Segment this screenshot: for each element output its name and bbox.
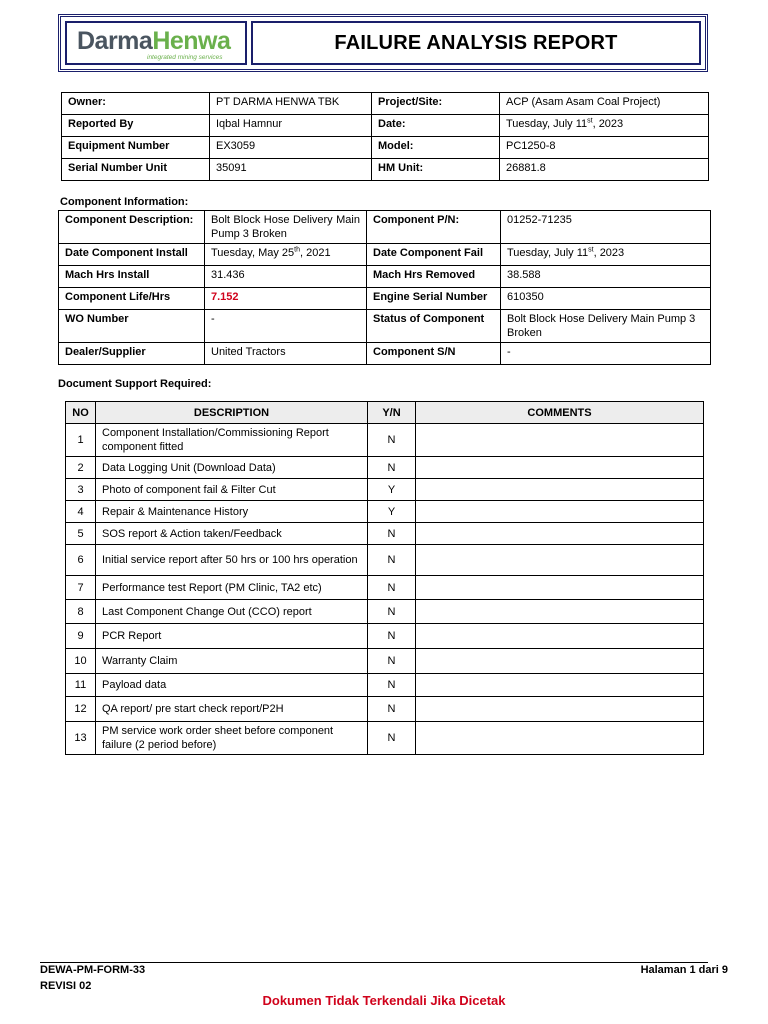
equipment-number-label: Equipment Number [62,137,210,159]
component-sn-value: - [501,343,711,365]
page-number: Halaman 1 dari 9 [640,964,728,976]
document-support-table [65,401,704,755]
row-description: Performance test Report (PM Clinic, TA2 etc) [96,576,368,600]
component-sn-label: Component S/N [367,343,501,365]
hm-unit-label: HM Unit: [372,159,500,181]
table-row [66,576,704,600]
report-title: FAILURE ANALYSIS REPORT [251,21,701,65]
equipment-number-value: EX3059 [210,137,372,159]
date-install-label: Date Component Install [59,244,205,266]
row-description: Photo of component fail & Filter Cut [96,479,368,501]
serial-number-value: 35091 [210,159,372,181]
row-number: 1 [66,424,96,457]
component-description-label: Component Description: [59,211,205,244]
row-comment [416,600,704,624]
owner-label: Owner: [62,93,210,115]
form-code: DEWA-PM-FORM-33 [40,964,146,976]
reported-by-value: Iqbal Hamnur [210,115,372,137]
table-row [66,600,704,624]
row-comment [416,576,704,600]
row-description: Warranty Claim [96,649,368,674]
row-number: 3 [66,479,96,501]
row-yn: N [368,545,416,576]
row-description: Data Logging Unit (Download Data) [96,457,368,479]
mach-hrs-removed-label: Mach Hrs Removed [367,266,501,288]
date-fail-label: Date Component Fail [367,244,501,266]
row-number: 7 [66,576,96,600]
row-yn: N [368,722,416,755]
col-header-no: NO [66,402,96,424]
component-life-value: 7.152 [205,288,367,310]
status-component-label: Status of Component [367,310,501,343]
logo-tagline: integrated mining services [147,54,223,61]
hm-unit-value: 26881.8 [500,159,709,181]
row-comment [416,424,704,457]
table-row [66,545,704,576]
row-number: 11 [66,674,96,697]
component-life-label: Component Life/Hrs [59,288,205,310]
table-row [66,722,704,755]
component-section-label: Component Information: [60,196,189,208]
row-comment [416,697,704,722]
table-row [66,501,704,523]
dealer-supplier-value: United Tractors [205,343,367,365]
row-yn: N [368,624,416,649]
status-component-value: Bolt Block Hose Delivery Main Pump 3 Broken [501,310,711,343]
row-comment [416,674,704,697]
company-logo [65,21,247,65]
table-row [66,457,704,479]
mach-hrs-removed-value: 38.588 [501,266,711,288]
row-yn: N [368,649,416,674]
revision: REVISI 02 [40,980,92,992]
row-number: 5 [66,523,96,545]
table-row [66,674,704,697]
row-yn: N [368,697,416,722]
engine-serial-value: 610350 [501,288,711,310]
row-number: 8 [66,600,96,624]
mach-hrs-install-label: Mach Hrs Install [59,266,205,288]
component-description-value: Bolt Block Hose Delivery Main Pump 3 Broken [205,211,367,244]
row-comment [416,624,704,649]
logo-wordmark [77,26,230,56]
row-yn: N [368,674,416,697]
row-comment [416,501,704,523]
row-description: Payload data [96,674,368,697]
uncontrolled-document-warning: Dokumen Tidak Terkendali Jika Dicetak [262,993,506,1008]
row-comment [416,722,704,755]
row-number: 6 [66,545,96,576]
model-value: PC1250-8 [500,137,709,159]
wo-number-label: WO Number [59,310,205,343]
row-yn: N [368,424,416,457]
row-description: Component Installation/Commissioning Report component fitted [96,424,368,457]
wo-number-value: - [205,310,367,343]
reported-by-label: Reported By [62,115,210,137]
table-row [66,479,704,501]
row-yn: N [368,600,416,624]
documents-section-label: Document Support Required: [58,378,212,390]
date-fail-value: Tuesday, July 11st, 2023 [501,244,711,266]
document-header [58,14,708,72]
table-row [66,624,704,649]
col-header-description: DESCRIPTION [96,402,368,424]
row-comment [416,545,704,576]
row-number: 4 [66,501,96,523]
row-description: Initial service report after 50 hrs or 100 hrs operation [96,545,368,576]
row-yn: Y [368,501,416,523]
row-comment [416,479,704,501]
row-yn: N [368,576,416,600]
row-number: 12 [66,697,96,722]
document-rows [66,424,704,755]
table-row [66,523,704,545]
component-pn-value: 01252-71235 [501,211,711,244]
row-yn: N [368,523,416,545]
row-description: Repair & Maintenance History [96,501,368,523]
row-comment [416,457,704,479]
date-label: Date: [372,115,500,137]
row-description: QA report/ pre start check report/P2H [96,697,368,722]
table-row [66,424,704,457]
date-install-value: Tuesday, May 25th, 2021 [205,244,367,266]
row-number: 10 [66,649,96,674]
row-comment [416,523,704,545]
owner-value: PT DARMA HENWA TBK [210,93,372,115]
date-value: Tuesday, July 11st, 2023 [500,115,709,137]
general-info-table [61,92,709,181]
model-label: Model: [372,137,500,159]
project-label: Project/Site: [372,93,500,115]
table-row [66,697,704,722]
row-number: 9 [66,624,96,649]
col-header-yn: Y/N [368,402,416,424]
row-comment [416,649,704,674]
component-pn-label: Component P/N: [367,211,501,244]
component-info-table [58,210,711,365]
table-row [66,649,704,674]
row-number: 13 [66,722,96,755]
dealer-supplier-label: Dealer/Supplier [59,343,205,365]
footer-divider [40,962,708,963]
mach-hrs-install-value: 31.436 [205,266,367,288]
logo-darma: Darma [77,27,153,55]
row-description: PM service work order sheet before component failure (2 period before) [96,722,368,755]
row-description: PCR Report [96,624,368,649]
logo-henwa: Henwa [152,27,231,55]
col-header-comments: COMMENTS [416,402,704,424]
project-value: ACP (Asam Asam Coal Project) [500,93,709,115]
engine-serial-label: Engine Serial Number [367,288,501,310]
serial-number-label: Serial Number Unit [62,159,210,181]
row-description: SOS report & Action taken/Feedback [96,523,368,545]
row-number: 2 [66,457,96,479]
row-yn: Y [368,479,416,501]
row-description: Last Component Change Out (CCO) report [96,600,368,624]
row-yn: N [368,457,416,479]
